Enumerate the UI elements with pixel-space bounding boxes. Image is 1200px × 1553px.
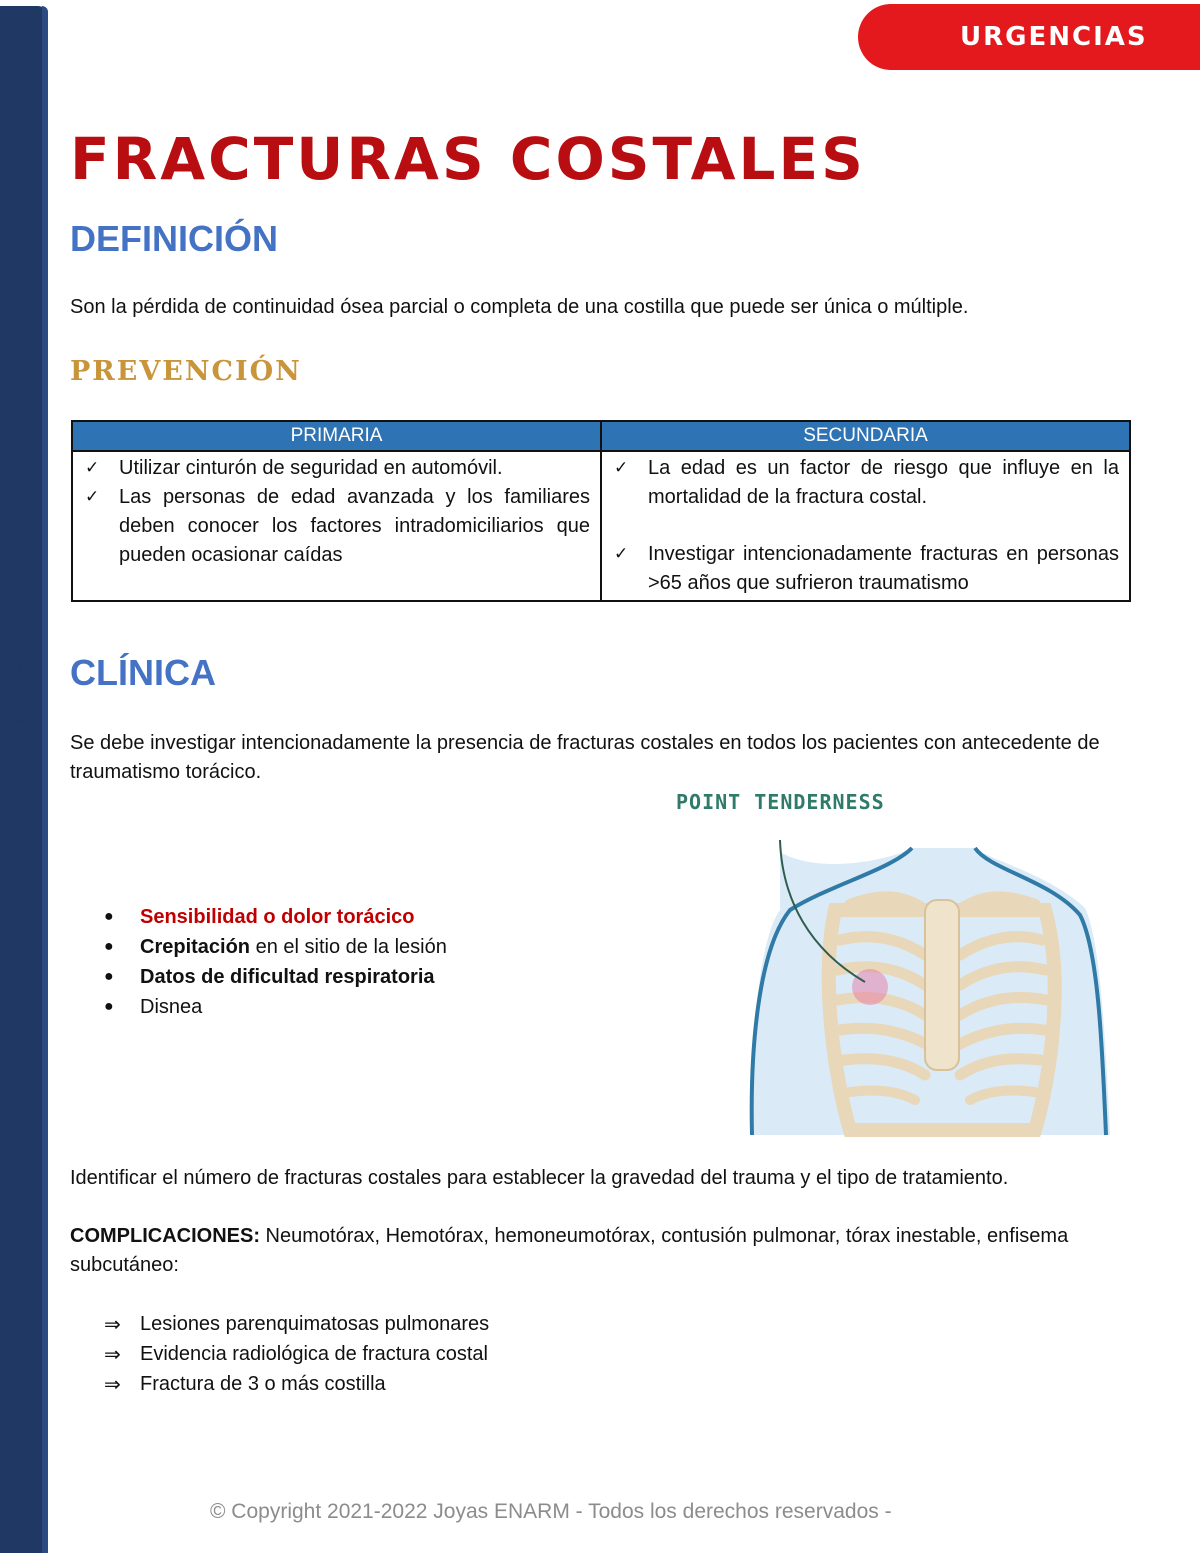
list-item <box>104 992 447 1022</box>
rib-cage-illustration <box>740 830 1120 1145</box>
list-item-text: Evidencia radiológica de fractura costal <box>140 1343 488 1365</box>
checkmark-icon: ✓ <box>614 544 629 564</box>
list-item-text: Investigar intencionadamente fracturas en personas >65 años que sufrieron traumatismo <box>648 543 1119 594</box>
sidebar-letter: R <box>14 922 26 939</box>
list-item <box>104 1309 489 1339</box>
list-item-text: Sensibilidad o dolor torácico <box>140 906 415 928</box>
sidebar-letter: A <box>14 684 25 701</box>
sidebar-letters-enarm <box>10 840 30 970</box>
checkmark-icon: ✓ <box>85 487 100 507</box>
list-item <box>85 454 590 483</box>
prevencion-table <box>71 420 1131 602</box>
complicaciones-body: Neumotórax, Hemotórax, hemoneumotórax, contusión pulmonar, tórax inestable, enfisema subcutáneo: <box>70 1225 1069 1276</box>
list-item-text: Disnea <box>140 996 203 1018</box>
complicaciones-text <box>70 1222 1132 1280</box>
bullet-icon: ● <box>104 938 114 955</box>
sidebar-letter: M <box>13 948 27 965</box>
double-arrow-icon: ⇒ <box>104 1342 121 1366</box>
list-item <box>104 1369 489 1399</box>
sidebar-band <box>0 6 48 1553</box>
table-header-secundaria: SECUNDARIA <box>601 421 1130 451</box>
list-item <box>614 454 1119 512</box>
page-title: FRACTURAS COSTALES <box>70 125 866 193</box>
double-arrow-icon: ⇒ <box>104 1372 121 1396</box>
sidebar-letter: E <box>14 844 25 861</box>
clinica-intro: Se debe investigar intencionadamente la presencia de fracturas costales en todos los pacientes con antecedente de traumatismo torácico. <box>70 732 1100 783</box>
bullet-icon: ● <box>104 968 114 985</box>
list-item-text: Utilizar cinturón de seguridad en automóvil. <box>119 457 503 479</box>
identify-text: Identificar el número de fracturas costales para establecer la gravedad del trauma y el tipo de tratamiento. <box>70 1167 1009 1189</box>
secundaria-cell <box>601 451 1130 601</box>
list-item <box>104 962 447 992</box>
sidebar-stripe <box>42 6 48 1553</box>
definicion-heading: DEFINICIÓN <box>70 218 279 259</box>
list-item <box>104 932 447 962</box>
checkmark-icon: ✓ <box>614 458 629 478</box>
bullet-icon: ● <box>104 908 114 925</box>
list-item-text: Datos de dificultad respiratoria <box>140 966 435 988</box>
sidebar-letter: J <box>16 606 24 623</box>
sidebar-letter: N <box>14 870 26 887</box>
clinica-heading: CLÍNICA <box>70 652 216 693</box>
list-item-text: La edad es un factor de riesgo que influye en la mortalidad de la fractura costal. <box>648 457 1119 508</box>
copyright-footer: © Copyright 2021-2022 Joyas ENARM - Todos los derechos reservados - <box>210 1500 892 1523</box>
figure-title: POINT TENDERNESS <box>676 790 885 814</box>
clinica-bullet-list <box>104 902 447 1022</box>
sidebar-letter: S <box>14 710 25 727</box>
list-item-text: en el sitio de la lesión <box>250 936 447 958</box>
list-item <box>104 902 447 932</box>
complicaciones-list <box>104 1309 489 1399</box>
urgencias-label: URGENCIAS <box>960 22 1148 52</box>
list-item <box>614 540 1119 598</box>
complicaciones-label: COMPLICACIONES: <box>70 1225 260 1247</box>
list-item-text: Las personas de edad avanzada y los familiares deben conocer los factores intradomiciliarios que pueden ocasionar caídas <box>119 486 590 566</box>
sidebar-letter: Y <box>14 658 25 675</box>
list-item-text: Fractura de 3 o más costilla <box>140 1373 386 1395</box>
list-item-bold-text: Crepitación <box>140 936 251 958</box>
double-arrow-icon: ⇒ <box>104 1312 121 1336</box>
definicion-text: Son la pérdida de continuidad ósea parcial o completa de una costilla que puede ser única o múltiple. <box>70 296 969 318</box>
sidebar-letters-joyas <box>10 602 30 732</box>
list-item <box>85 483 590 570</box>
table-header-primaria: PRIMARIA <box>72 421 601 451</box>
sidebar-letter: A <box>14 896 25 913</box>
list-item <box>104 1339 489 1369</box>
bullet-icon: ● <box>104 998 114 1015</box>
prevencion-heading: PREVENCIÓN <box>70 356 302 387</box>
list-item-text: Lesiones parenquimatosas pulmonares <box>140 1313 490 1335</box>
primaria-cell <box>72 451 601 601</box>
sidebar-letter: O <box>14 632 26 649</box>
checkmark-icon: ✓ <box>85 458 100 478</box>
